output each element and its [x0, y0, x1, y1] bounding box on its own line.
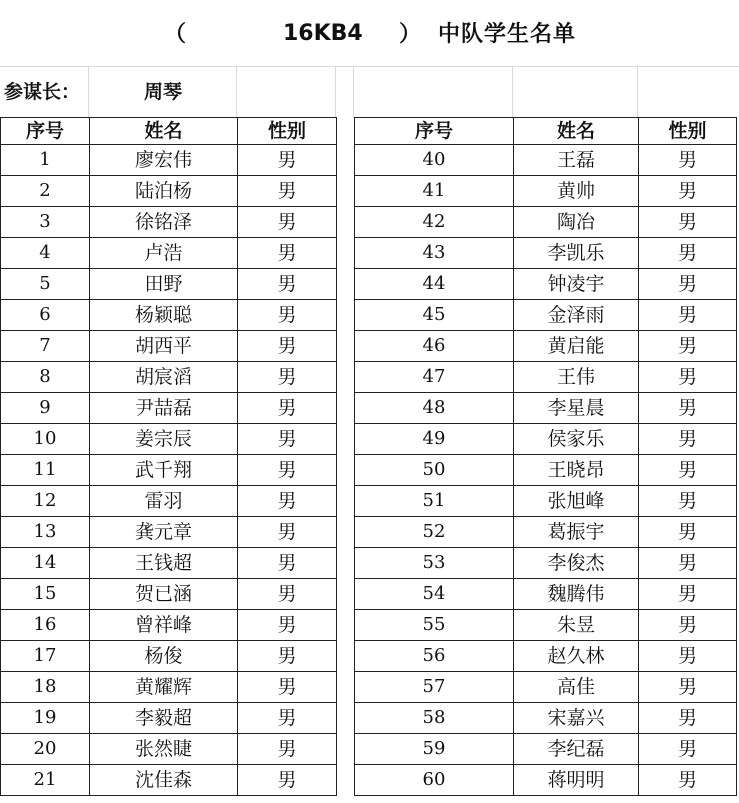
table-row — [1, 486, 337, 517]
cell-gender: 男 — [639, 145, 737, 176]
cell-name: 黄启能 — [514, 331, 639, 362]
cell-index: 41 — [355, 176, 514, 207]
table-row — [1, 424, 337, 455]
cell-gender: 男 — [639, 300, 737, 331]
cell-name: 金泽雨 — [514, 300, 639, 331]
cell-index: 56 — [355, 641, 514, 672]
title-text: 中队学生名单 — [438, 21, 577, 47]
table-row — [1, 362, 337, 393]
table-row — [355, 300, 737, 331]
table-row — [355, 238, 737, 269]
cell-gender: 男 — [639, 734, 737, 765]
table-row — [1, 765, 337, 796]
cell-gender: 男 — [639, 455, 737, 486]
cell-index: 40 — [355, 145, 514, 176]
table-row — [1, 145, 337, 176]
cell-gender: 男 — [238, 579, 337, 610]
cell-gender: 男 — [639, 362, 737, 393]
cell-index: 21 — [1, 765, 90, 796]
cell-name: 曾祥峰 — [90, 610, 238, 641]
cell-gender: 男 — [639, 517, 737, 548]
cell-index: 58 — [355, 703, 514, 734]
cell-gender: 男 — [639, 548, 737, 579]
right-roster-table — [354, 117, 737, 796]
cell-name: 龚元章 — [90, 517, 238, 548]
table-row — [1, 393, 337, 424]
cell-index: 54 — [355, 579, 514, 610]
header-index: 序号 — [1, 118, 90, 145]
header-name: 姓名 — [90, 118, 238, 145]
cell-name: 武千翔 — [90, 455, 238, 486]
cell-index: 53 — [355, 548, 514, 579]
cell-gender: 男 — [639, 641, 737, 672]
table-row — [355, 579, 737, 610]
cell-gender: 男 — [639, 765, 737, 796]
cell-index: 3 — [1, 207, 90, 238]
cell-index: 5 — [1, 269, 90, 300]
cell-gender: 男 — [639, 424, 737, 455]
cell-index: 17 — [1, 641, 90, 672]
table-row — [355, 176, 737, 207]
cell-index: 12 — [1, 486, 90, 517]
table-row — [355, 765, 737, 796]
cell-gender: 男 — [238, 424, 337, 455]
cell-name: 张然睫 — [90, 734, 238, 765]
cell-gender: 男 — [639, 207, 737, 238]
cell-gender: 男 — [238, 734, 337, 765]
cell-gender: 男 — [238, 145, 337, 176]
header-gender: 性别 — [639, 118, 737, 145]
cell-index: 10 — [1, 424, 90, 455]
cell-name: 李星晨 — [514, 393, 639, 424]
leader-name: 周琴 — [143, 81, 182, 103]
cell-name: 陶冶 — [514, 207, 639, 238]
grid-cell — [336, 66, 354, 118]
cell-index: 13 — [1, 517, 90, 548]
cell-index: 51 — [355, 486, 514, 517]
table-row — [355, 610, 737, 641]
cell-gender: 男 — [639, 672, 737, 703]
cell-name: 王磊 — [514, 145, 639, 176]
cell-gender: 男 — [639, 393, 737, 424]
cell-index: 55 — [355, 610, 514, 641]
cell-gender: 男 — [639, 269, 737, 300]
cell-name: 高佳 — [514, 672, 639, 703]
table-row — [355, 393, 737, 424]
left-roster-table — [0, 117, 337, 796]
cell-index: 18 — [1, 672, 90, 703]
title-row — [0, 0, 739, 67]
cell-name: 宋嘉兴 — [514, 703, 639, 734]
cell-name: 姜宗辰 — [90, 424, 238, 455]
cell-gender: 男 — [238, 300, 337, 331]
cell-gender: 男 — [238, 548, 337, 579]
table-row — [1, 672, 337, 703]
cell-name: 陆泊杨 — [90, 176, 238, 207]
table-row — [1, 641, 337, 672]
title-open-paren: （ — [164, 21, 187, 47]
cell-name: 魏腾伟 — [514, 579, 639, 610]
cell-name: 朱昱 — [514, 610, 639, 641]
cell-index: 11 — [1, 455, 90, 486]
cell-index: 19 — [1, 703, 90, 734]
table-row — [355, 362, 737, 393]
cell-name: 王晓昂 — [514, 455, 639, 486]
cell-name: 胡宸滔 — [90, 362, 238, 393]
table-row — [1, 207, 337, 238]
cell-name: 徐铭泽 — [90, 207, 238, 238]
cell-index: 6 — [1, 300, 90, 331]
cell-name: 黄帅 — [514, 176, 639, 207]
cell-index: 15 — [1, 579, 90, 610]
cell-index: 14 — [1, 548, 90, 579]
cell-gender: 男 — [238, 765, 337, 796]
cell-name: 侯家乐 — [514, 424, 639, 455]
cell-name: 钟凌宇 — [514, 269, 639, 300]
grid-cell — [237, 66, 336, 118]
cell-index: 50 — [355, 455, 514, 486]
table-row — [355, 207, 737, 238]
table-row — [355, 145, 737, 176]
cell-name: 尹喆磊 — [90, 393, 238, 424]
table-row — [1, 610, 337, 641]
cell-index: 2 — [1, 176, 90, 207]
grid-cell — [354, 66, 513, 118]
cell-name: 雷羽 — [90, 486, 238, 517]
cell-gender: 男 — [238, 455, 337, 486]
cell-index: 43 — [355, 238, 514, 269]
cell-index: 16 — [1, 610, 90, 641]
table-row — [1, 176, 337, 207]
header-row — [1, 118, 337, 145]
cell-gender: 男 — [238, 362, 337, 393]
table-row — [1, 517, 337, 548]
cell-index: 59 — [355, 734, 514, 765]
table-row — [355, 548, 737, 579]
table-row — [355, 424, 737, 455]
table-row — [1, 269, 337, 300]
cell-name: 胡西平 — [90, 331, 238, 362]
cell-gender: 男 — [238, 269, 337, 300]
cell-name: 贺已涵 — [90, 579, 238, 610]
cell-index: 52 — [355, 517, 514, 548]
cell-gender: 男 — [238, 176, 337, 207]
cell-name: 李毅超 — [90, 703, 238, 734]
table-row — [355, 269, 737, 300]
header-row — [355, 118, 737, 145]
leader-label: 参谋长： — [4, 81, 81, 103]
grid-cell — [513, 66, 638, 118]
cell-gender: 男 — [639, 703, 737, 734]
cell-name: 蒋明明 — [514, 765, 639, 796]
cell-gender: 男 — [238, 238, 337, 269]
cell-gender: 男 — [639, 579, 737, 610]
cell-name: 葛振宇 — [514, 517, 639, 548]
table-row — [1, 734, 337, 765]
table-row — [1, 455, 337, 486]
table-row — [355, 672, 737, 703]
cell-index: 1 — [1, 145, 90, 176]
cell-name: 黄耀辉 — [90, 672, 238, 703]
table-row — [1, 300, 337, 331]
cell-index: 57 — [355, 672, 514, 703]
cell-index: 45 — [355, 300, 514, 331]
leader-row — [0, 66, 739, 118]
cell-gender: 男 — [238, 331, 337, 362]
cell-name: 杨俊 — [90, 641, 238, 672]
cell-name: 赵久林 — [514, 641, 639, 672]
table-row — [355, 331, 737, 362]
cell-name: 杨颖聪 — [90, 300, 238, 331]
cell-index: 9 — [1, 393, 90, 424]
cell-name: 王钱超 — [90, 548, 238, 579]
cell-gender: 男 — [238, 207, 337, 238]
cell-gender: 男 — [238, 393, 337, 424]
cell-name: 张旭峰 — [514, 486, 639, 517]
table-row — [1, 548, 337, 579]
header-gender: 性别 — [238, 118, 337, 145]
cell-name: 李俊杰 — [514, 548, 639, 579]
cell-index: 4 — [1, 238, 90, 269]
title-close-paren: ） — [399, 21, 422, 47]
cell-gender: 男 — [238, 703, 337, 734]
cell-index: 42 — [355, 207, 514, 238]
cell-index: 49 — [355, 424, 514, 455]
cell-name: 沈佳森 — [90, 765, 238, 796]
table-row — [355, 703, 737, 734]
cell-gender: 男 — [238, 641, 337, 672]
cell-gender: 男 — [238, 672, 337, 703]
cell-name: 卢浩 — [90, 238, 238, 269]
cell-index: 8 — [1, 362, 90, 393]
cell-gender: 男 — [238, 486, 337, 517]
table-row — [1, 703, 337, 734]
table-row — [1, 331, 337, 362]
title-class-code: 16KB4 — [283, 21, 363, 46]
cell-index: 60 — [355, 765, 514, 796]
table-row — [355, 455, 737, 486]
cell-name: 李纪磊 — [514, 734, 639, 765]
cell-index: 44 — [355, 269, 514, 300]
cell-index: 20 — [1, 734, 90, 765]
header-index: 序号 — [355, 118, 514, 145]
cell-name: 李凯乐 — [514, 238, 639, 269]
cell-gender: 男 — [639, 331, 737, 362]
cell-index: 48 — [355, 393, 514, 424]
cell-gender: 男 — [238, 610, 337, 641]
cell-name: 王伟 — [514, 362, 639, 393]
header-name: 姓名 — [514, 118, 639, 145]
cell-gender: 男 — [639, 486, 737, 517]
cell-index: 7 — [1, 331, 90, 362]
table-row — [1, 579, 337, 610]
table-row — [355, 517, 737, 548]
table-row — [1, 238, 337, 269]
table-row — [355, 486, 737, 517]
table-row — [355, 734, 737, 765]
table-row — [355, 641, 737, 672]
cell-index: 46 — [355, 331, 514, 362]
cell-name: 廖宏伟 — [90, 145, 238, 176]
cell-gender: 男 — [639, 238, 737, 269]
cell-index: 47 — [355, 362, 514, 393]
cell-gender: 男 — [639, 610, 737, 641]
cell-name: 田野 — [90, 269, 238, 300]
cell-gender: 男 — [639, 176, 737, 207]
cell-gender: 男 — [238, 517, 337, 548]
